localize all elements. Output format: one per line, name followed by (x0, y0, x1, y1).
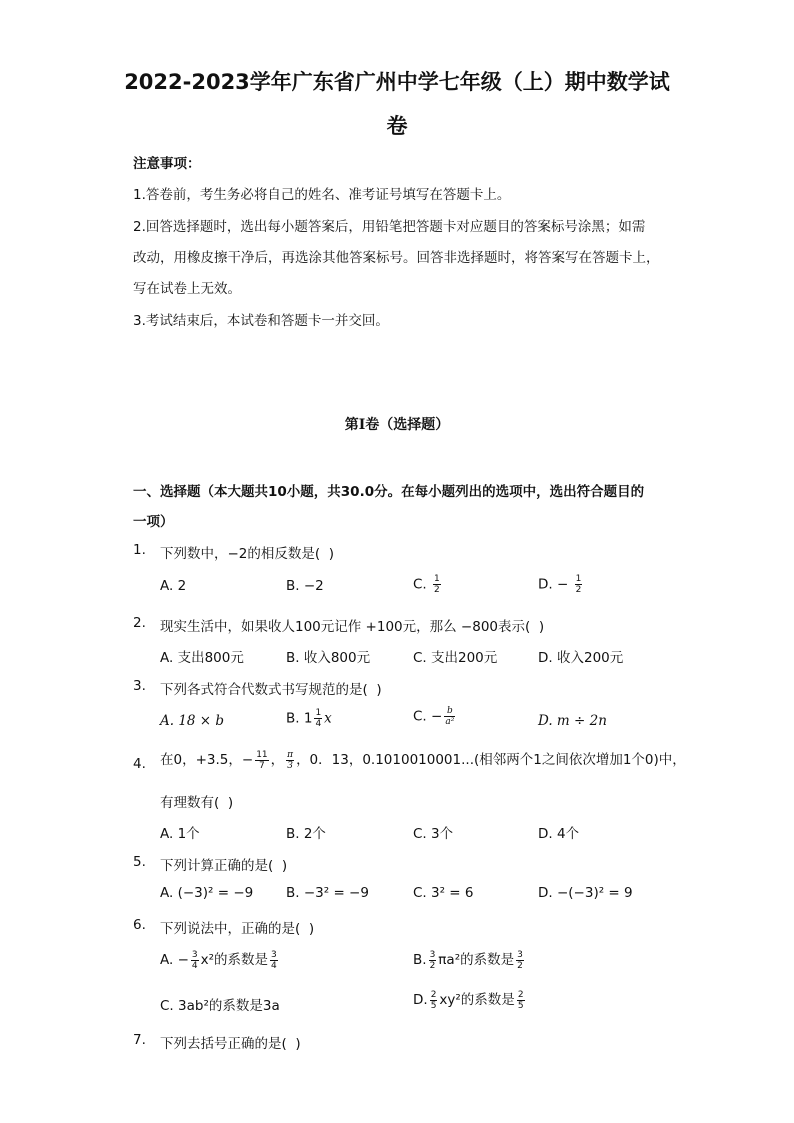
notice-item-2-line2: 改动，用橡皮擦干净后，再选涂其他答案标号。回答非选择题时，将答案写在答题卡上， (133, 250, 660, 266)
fraction (444, 706, 455, 727)
option-c: C. 3ab²的系数是3a (160, 998, 280, 1014)
option-expression: D. m ÷ 2n (538, 713, 607, 729)
option-text: πa²的系数是 (438, 952, 515, 968)
option-a: A. 支出800元 (160, 650, 244, 666)
notice-heading: 注意事项： (133, 156, 201, 172)
option-text: x²的系数是 (200, 952, 269, 968)
question-text: 下列数中，−2的相反数是( ) (160, 546, 335, 562)
fraction (516, 950, 524, 971)
question-text (160, 748, 686, 771)
option-c (413, 706, 457, 727)
denominator: 4 (271, 960, 277, 971)
option-d (538, 713, 607, 729)
denominator: 5 (430, 1000, 437, 1011)
option-b: B. 2个 (286, 826, 326, 842)
fraction (429, 950, 437, 971)
question-number: 3. (133, 678, 146, 694)
question-number: 2. (133, 615, 146, 631)
option-c: C. 支出200元 (413, 650, 498, 666)
numerator: 11 (256, 749, 268, 760)
exam-title-line2: 卷 (386, 114, 408, 138)
denominator: a² (445, 717, 455, 727)
option-label: D. − (538, 576, 569, 593)
option-expression: A. 18 × b (160, 713, 225, 729)
question-number: 4. (133, 756, 146, 772)
numerator: 1 (434, 574, 440, 584)
fraction (575, 574, 583, 595)
fraction (433, 574, 441, 595)
notice-item-1: 1.答卷前，考生务必将自己的姓名、准考证号填写在答题卡上。 (133, 187, 511, 203)
question-number: 6. (133, 917, 146, 933)
numerator: 3 (191, 949, 198, 960)
numerator: 3 (429, 949, 436, 960)
denominator: 7 (259, 760, 265, 771)
denominator: 4 (191, 960, 198, 971)
denominator: 2 (517, 960, 523, 971)
text-part: 在0，+3.5，− (160, 752, 254, 768)
denominator: 2 (434, 585, 440, 595)
question-text: 现实生活中，如果收人100元记作 +100元，那么 −800表示( ) (160, 619, 545, 635)
option-a: A. (−3)² = −9 (160, 885, 254, 901)
fraction (430, 990, 438, 1011)
option-b: B. 收入800元 (286, 650, 371, 666)
option-c: C. 3个 (413, 826, 454, 842)
question-text: 下列说法中，正确的是( ) (160, 921, 315, 937)
numerator: 2 (517, 989, 524, 1000)
denominator: 3 (287, 760, 293, 771)
variable: x (324, 710, 332, 727)
question-text: 下列计算正确的是( ) (160, 858, 288, 874)
option-a: A. 2 (160, 578, 187, 594)
question-number: 5. (133, 854, 146, 870)
question-text-line2: 有理数有( ) (160, 795, 234, 811)
option-d (413, 988, 527, 1011)
denominator: 2 (429, 960, 436, 971)
option-label: D. (413, 992, 428, 1008)
fraction (270, 950, 278, 971)
option-label: C. − (413, 708, 443, 725)
fraction (314, 708, 322, 729)
numerator: 1 (575, 574, 582, 584)
numerator: π (287, 749, 294, 760)
text-part: 13，0.1010010001...(相邻两个1之间依次增加1个0)中， (331, 752, 686, 768)
fraction (286, 750, 294, 771)
option-label: B. (413, 952, 427, 968)
numerator: 3 (271, 949, 277, 960)
text-part: ，0． (296, 752, 332, 768)
exam-title-line1: 2022-2023学年广东省广州中学七年级（上）期中数学试 (124, 70, 670, 94)
denominator: 5 (517, 1000, 524, 1011)
question-number: 1. (133, 542, 146, 558)
option-a: A. 1个 (160, 826, 200, 842)
option-d: D. 收入200元 (538, 650, 624, 666)
notice-item-2-line3: 写在试卷上无效。 (133, 281, 241, 297)
option-text: xy²的系数是 (439, 992, 515, 1008)
option-a (160, 713, 224, 729)
text-part: ， (270, 752, 285, 768)
fraction (255, 750, 268, 771)
question-text: 下列各式符合代数式书写规范的是( ) (160, 682, 382, 698)
section-title: 第I卷（选择题） (344, 417, 450, 433)
denominator: 4 (315, 719, 322, 729)
numerator: 2 (430, 989, 437, 1000)
notice-item-2-line1: 2.回答选择题时，选出每小题答案后，用铅笔把答题卡对应题目的答案标号涂黑；如需 (133, 219, 646, 235)
option-b (286, 708, 332, 729)
numerator: 3 (517, 949, 523, 960)
option-d: D. −(−3)² = 9 (538, 885, 633, 901)
option-d: D. 4个 (538, 826, 580, 842)
option-b: B. −2 (286, 578, 324, 594)
option-a (160, 948, 280, 971)
option-label: A. − (160, 952, 189, 968)
fraction (517, 990, 525, 1011)
question-text: 下列去括号正确的是( ) (160, 1036, 301, 1052)
option-c: C. 3² = 6 (413, 885, 474, 901)
numerator: b (444, 706, 455, 717)
option-b: B. −3² = −9 (286, 885, 369, 901)
numerator: 1 (315, 708, 322, 718)
option-d (538, 574, 584, 595)
fraction (191, 950, 199, 971)
option-label: C. (413, 576, 427, 593)
question-number: 7. (133, 1032, 146, 1048)
notice-item-3: 3.考试结束后，本试卷和答题卡一并交回。 (133, 313, 389, 329)
part-heading-line1: 一、选择题（本大题共10小题，共30.0分。在每小题列出的选项中，选出符合题目的 (133, 484, 645, 500)
denominator: 2 (575, 585, 582, 595)
option-b (413, 948, 526, 971)
part-heading-line2: 一项） (133, 514, 174, 530)
option-label: B. 1 (286, 710, 313, 727)
option-c (413, 574, 443, 595)
